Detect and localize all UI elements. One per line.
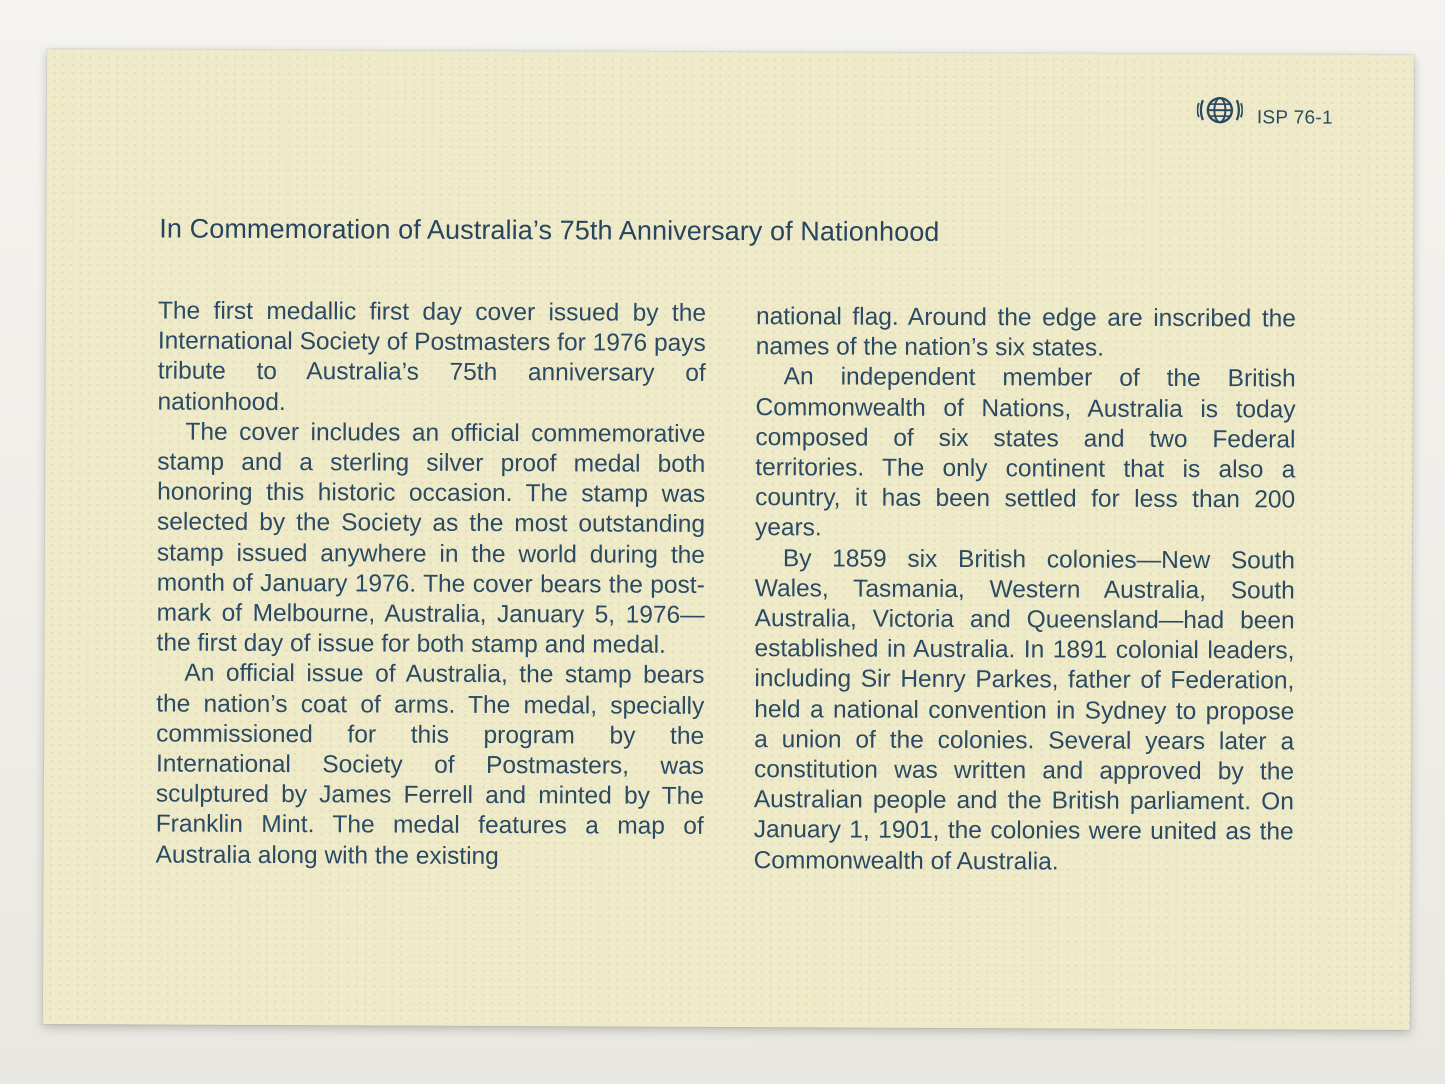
commemorative-card [43, 49, 1414, 1030]
paragraph: The first medallic first day cover issued by the International Society of Postmasters for 1976 pays tribute to Australia’s 75th anniversary of nationhood. [157, 297, 707, 416]
catalog-code: ISP 76-1 [1256, 107, 1333, 129]
paragraph: An official issue of Australia, the stamp bears the nation’s coat of arms. The medal, specially commissioned for this program by the International Society of Postmasters, was sculptured by James Ferrell and minted by The Franklin Mint. The medal features a map of Australia along with the existing [155, 660, 705, 870]
paragraph: national flag. Around the edge are inscribed the names of the nation’s six states. [755, 303, 1297, 362]
paragraph: By 1859 six British colonies—New South Wales, Tasmania, Western Australia, South Australia, Victoria and Queensland—had been established in Australia. In 1891 colonial leaders, including Sir Henry Parkes, father of Federation, held a national convention in Sydney to propose a union of the colonies. Several years later a constitution was written and approved by the Australian people and the British parliament. On January 1, 1901, the colonies were united as the Commonwealth of Australia. [753, 544, 1295, 876]
left-text-column [156, 297, 706, 873]
paragraph: The cover includes an official commemorative stamp and a sterling silver proof medal both honoring this historic occasion. The stamp was selected by the Society as the most outstanding stamp issued anywhere in the world during the month of January 1976. The cover bears the postmark of Melbourne, Australia, January 5, 1976—the first day of issue for both stamp and medal. [156, 418, 706, 659]
globe-isp-logo-icon [1197, 96, 1243, 124]
page-title: In Commemoration of Australia’s 75th Anniversary of Nationhood [159, 213, 940, 247]
right-text-column [754, 302, 1296, 878]
paragraph: An independent member of the British Commonwealth of Nations, Australia is today composed of six states and two Federal territories. The only continent that is also a country, it has been settled for less than 200 years. [754, 363, 1296, 542]
